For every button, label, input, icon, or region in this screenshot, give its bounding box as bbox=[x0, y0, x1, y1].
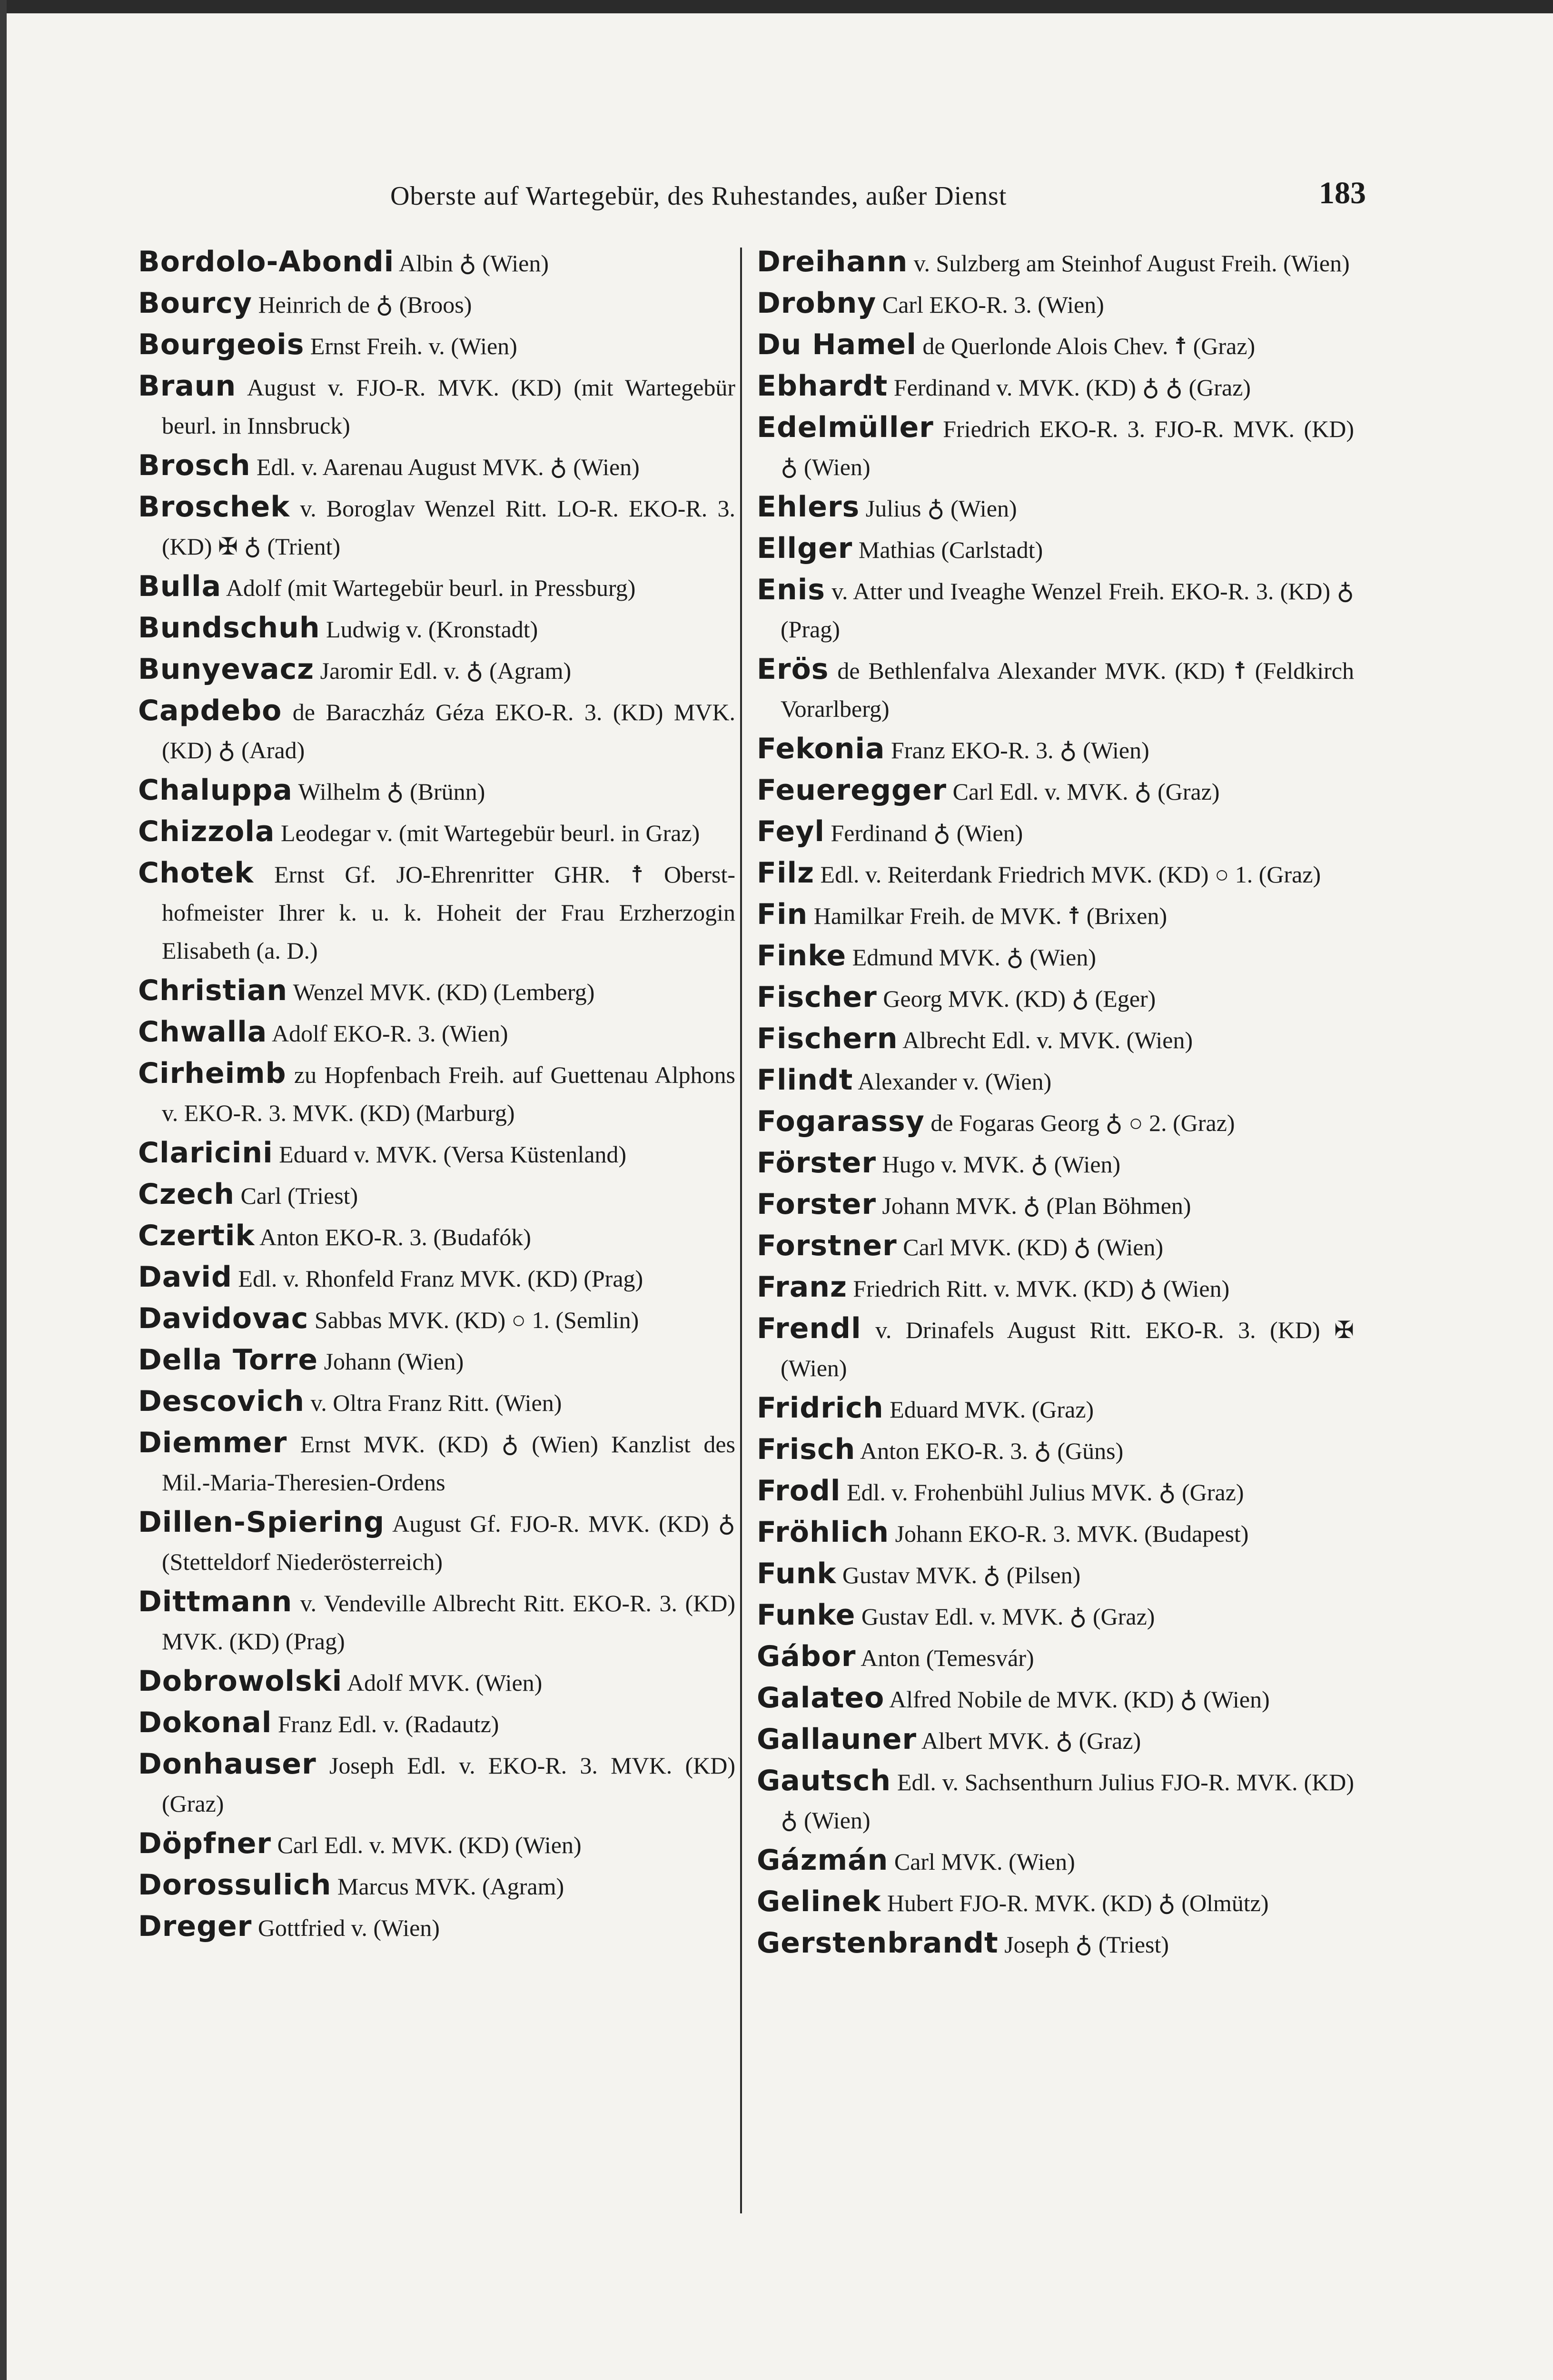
entry-surname: Cirheimb bbox=[138, 1057, 287, 1090]
entry-details: Ferdinand ♁ (Wien) bbox=[824, 820, 1023, 846]
entry-surname: Dorossulich bbox=[138, 1868, 332, 1902]
entry-details: v. Boroglav Wenzel Ritt. LO-R. EKO-R. 3. (KD) ✠ ♁ (Trient) bbox=[162, 495, 735, 560]
entry-surname: Della Torre bbox=[138, 1343, 318, 1377]
register-entry bbox=[757, 1020, 1354, 1059]
entry-surname: Gautsch bbox=[757, 1764, 891, 1797]
entry-surname: Dokonal bbox=[138, 1706, 272, 1739]
entry-surname: Frodl bbox=[757, 1474, 841, 1507]
entry-surname: Ebhardt bbox=[757, 369, 888, 403]
entry-surname: Chwalla bbox=[138, 1015, 267, 1049]
register-entry bbox=[138, 650, 735, 690]
entry-surname: Forstner bbox=[757, 1229, 897, 1262]
entry-surname: Gelinek bbox=[757, 1885, 881, 1918]
entry-surname: Bourcy bbox=[138, 287, 252, 320]
register-entry bbox=[138, 488, 735, 565]
entry-surname: Gábor bbox=[757, 1640, 856, 1673]
entry-surname: Fischern bbox=[757, 1022, 898, 1055]
register-entry bbox=[757, 1268, 1354, 1308]
register-entry bbox=[138, 854, 735, 970]
entry-surname: Galateo bbox=[757, 1681, 885, 1715]
entry-details: Carl (Triest) bbox=[234, 1182, 358, 1209]
entry-details: Edl. v. Reiterdank Friedrich MVK. (KD) ○ 1. (Graz) bbox=[814, 861, 1321, 888]
entry-details: Franz EKO-R. 3. ♁ (Wien) bbox=[885, 737, 1149, 764]
entry-details: v. Oltra Franz Ritt. (Wien) bbox=[304, 1389, 562, 1416]
entry-details: de Bethlenfalva Alexander MVK. (KD) ☨ (Feldkirch Vorarlberg) bbox=[781, 657, 1354, 722]
entry-details: Anton EKO-R. 3. ♁ (Güns) bbox=[855, 1438, 1124, 1464]
entry-surname: Bourgeois bbox=[138, 328, 305, 361]
entry-details: Ernst Freih. v. (Wien) bbox=[304, 333, 517, 359]
entry-details: Edmund MVK. ♁ (Wien) bbox=[846, 944, 1096, 971]
entry-details: Hamilkar Freih. de MVK. ☨ (Brixen) bbox=[808, 902, 1167, 929]
entry-surname: Flindt bbox=[757, 1063, 853, 1097]
entry-details: Anton (Temesvár) bbox=[856, 1645, 1034, 1671]
entry-details: Edl. v. Aarenau August MVK. ♁ (Wien) bbox=[250, 454, 640, 480]
entry-surname: Frisch bbox=[757, 1433, 856, 1466]
register-entry bbox=[757, 937, 1354, 976]
register-entry bbox=[138, 1382, 735, 1422]
entry-details: Gustav MVK. ♁ (Pilsen) bbox=[836, 1562, 1081, 1588]
entry-details: Edl. v. Rhonfeld Franz MVK. (KD) (Prag) bbox=[232, 1265, 643, 1292]
entry-details: Heinrich de ♁ (Broos) bbox=[252, 291, 472, 318]
register-entry bbox=[757, 529, 1354, 569]
entry-details: Gottfried v. (Wien) bbox=[252, 1914, 440, 1941]
register-entry bbox=[138, 326, 735, 365]
register-entry bbox=[138, 367, 735, 445]
entry-surname: Gerstenbrandt bbox=[757, 1926, 999, 1960]
entry-surname: Chaluppa bbox=[138, 774, 293, 807]
register-entry bbox=[138, 446, 735, 486]
entry-surname: Ellger bbox=[757, 532, 853, 565]
entry-surname: Dreger bbox=[138, 1910, 252, 1943]
entry-details: Georg MVK. (KD) ♁ (Eger) bbox=[877, 985, 1156, 1012]
entry-details: Johann (Wien) bbox=[318, 1348, 464, 1375]
register-entry bbox=[757, 730, 1354, 769]
register-entry bbox=[757, 1144, 1354, 1183]
entry-surname: Franz bbox=[757, 1270, 847, 1304]
register-entry bbox=[757, 1102, 1354, 1142]
entry-details: Carl Edl. v. MVK. ♁ (Graz) bbox=[947, 778, 1220, 805]
entry-surname: Ehlers bbox=[757, 490, 860, 524]
register-entry bbox=[138, 1217, 735, 1256]
entry-details: Hubert FJO-R. MVK. (KD) ♁ (Olmütz) bbox=[881, 1890, 1269, 1916]
register-entry bbox=[757, 771, 1354, 811]
entry-details: Adolf (mit Wartegebür beurl. in Pressburg) bbox=[221, 575, 636, 601]
register-entry bbox=[757, 1596, 1354, 1636]
entry-details: Carl MVK. (Wien) bbox=[888, 1848, 1075, 1875]
register-entry bbox=[757, 488, 1354, 527]
register-entry bbox=[757, 1061, 1354, 1101]
entry-details: Friedrich EKO-R. 3. FJO-R. MVK. (KD) ♁ (Wien) bbox=[781, 416, 1354, 480]
entry-surname: Bordolo-Abondi bbox=[138, 245, 395, 278]
register-entry bbox=[757, 813, 1354, 852]
register-entry bbox=[757, 326, 1354, 365]
entry-details: Johann MVK. ♁ (Plan Böhmen) bbox=[876, 1192, 1191, 1219]
entry-surname: Edelmüller bbox=[757, 411, 934, 444]
entry-details: Johann EKO-R. 3. MVK. (Budapest) bbox=[889, 1520, 1249, 1547]
entry-details: Albrecht Edl. v. MVK. (Wien) bbox=[898, 1027, 1193, 1053]
register-entry bbox=[138, 813, 735, 852]
register-entry bbox=[138, 567, 735, 607]
entry-details: v. Vendeville Albrecht Ritt. EKO-R. 3. (KD) MVK. (KD) (Prag) bbox=[162, 1590, 735, 1655]
entry-details: Alexander v. (Wien) bbox=[853, 1068, 1052, 1095]
register-entry bbox=[138, 692, 735, 769]
entry-details: Ernst Gf. JO-Ehrenritter GHR. ☨ Obersthofmeister Ihrer k. u. k. Hoheit der Frau Erzherzogin Elisabeth (a. D.) bbox=[162, 861, 735, 964]
register-entry bbox=[138, 1175, 735, 1215]
running-head: Oberste auf Wartegebür, des Ruhestandes, außer Dienst bbox=[390, 181, 1007, 211]
register-entry bbox=[757, 1924, 1354, 1964]
register-entry bbox=[757, 1762, 1354, 1839]
register-entry bbox=[138, 1054, 735, 1132]
register-entry bbox=[138, 1704, 735, 1743]
entry-surname: Dobrowolski bbox=[138, 1665, 343, 1698]
column-divider bbox=[740, 248, 742, 2213]
entry-details: August v. FJO-R. MVK. (KD) (mit Wartegebür beurl. in Innsbruck) bbox=[162, 374, 735, 439]
entry-surname: Czech bbox=[138, 1178, 235, 1211]
entry-surname: Filz bbox=[757, 856, 815, 890]
entry-details: Adolf MVK. (Wien) bbox=[342, 1669, 543, 1696]
entry-details: Anton EKO-R. 3. (Budafók) bbox=[255, 1224, 531, 1250]
entry-surname: Broschek bbox=[138, 490, 290, 524]
register-entry bbox=[757, 1513, 1354, 1553]
entry-details: Marcus MVK. (Agram) bbox=[331, 1873, 564, 1900]
register-entry bbox=[757, 284, 1354, 324]
entry-surname: Chizzola bbox=[138, 815, 275, 848]
register-entry bbox=[757, 1185, 1354, 1225]
entry-surname: Förster bbox=[757, 1146, 877, 1180]
entry-details: de Fogaras Georg ♁ ○ 2. (Graz) bbox=[924, 1110, 1235, 1136]
entry-details: Julius ♁ (Wien) bbox=[860, 495, 1017, 522]
register-entry bbox=[138, 1013, 735, 1052]
entry-surname: Fridrich bbox=[757, 1391, 884, 1425]
register-entry bbox=[757, 895, 1354, 935]
register-entry bbox=[757, 1430, 1354, 1470]
entry-details: Wenzel MVK. (KD) (Lemberg) bbox=[287, 979, 595, 1005]
entry-surname: Braun bbox=[138, 369, 237, 403]
register-entry bbox=[757, 367, 1354, 407]
entry-surname: Gázmán bbox=[757, 1844, 889, 1877]
entry-surname: Fekonia bbox=[757, 732, 885, 765]
entry-details: v. Drinafels August Ritt. EKO-R. 3. (KD) ✠ (Wien) bbox=[781, 1317, 1354, 1381]
entry-surname: Drobny bbox=[757, 287, 877, 320]
entry-surname: Claricini bbox=[138, 1136, 273, 1170]
register-entry bbox=[757, 1555, 1354, 1594]
left-column bbox=[138, 243, 735, 1949]
register-entry bbox=[138, 1258, 735, 1298]
entry-details: Hugo v. MVK. ♁ (Wien) bbox=[876, 1151, 1121, 1178]
entry-details: Gustav Edl. v. MVK. ♁ (Graz) bbox=[855, 1603, 1155, 1630]
register-entry bbox=[138, 1907, 735, 1947]
register-entry bbox=[138, 1866, 735, 1905]
entry-surname: Gallauner bbox=[757, 1723, 917, 1756]
entry-surname: Forster bbox=[757, 1188, 877, 1221]
entry-details: Ferdinand v. MVK. (KD) ♁ ♁ (Graz) bbox=[888, 374, 1251, 401]
entry-details: Edl. v. Sachsenthurn Julius FJO-R. MVK. (KD) ♁ (Wien) bbox=[781, 1769, 1354, 1834]
entry-surname: Donhauser bbox=[138, 1747, 317, 1781]
entry-details: Leodegar v. (mit Wartegebür beurl. in Graz) bbox=[275, 820, 700, 846]
register-entry bbox=[757, 1637, 1354, 1677]
register-entry bbox=[757, 1389, 1354, 1428]
register-entry bbox=[757, 854, 1354, 893]
entry-surname: Brosch bbox=[138, 449, 251, 482]
entry-surname: Du Hamel bbox=[757, 328, 917, 361]
register-entry bbox=[757, 1472, 1354, 1511]
right-column bbox=[757, 243, 1354, 1965]
entry-surname: Fröhlich bbox=[757, 1516, 890, 1549]
register-entry bbox=[138, 1134, 735, 1173]
entry-surname: Bundschuh bbox=[138, 611, 320, 645]
entry-details: v. Atter und Iveaghe Wenzel Freih. EKO-R. 3. (KD) ♁ (Prag) bbox=[781, 578, 1354, 643]
entry-details: Eduard v. MVK. (Versa Küstenland) bbox=[273, 1141, 627, 1168]
entry-surname: Feueregger bbox=[757, 774, 947, 807]
entry-surname: Fogarassy bbox=[757, 1105, 925, 1138]
page-header bbox=[390, 176, 1366, 228]
entry-surname: Funk bbox=[757, 1557, 837, 1590]
entry-details: Wilhelm ♁ (Brünn) bbox=[292, 778, 485, 805]
entry-surname: Descovich bbox=[138, 1385, 305, 1418]
register-entry bbox=[757, 1720, 1354, 1760]
register-entry bbox=[138, 1662, 735, 1702]
entry-surname: Erös bbox=[757, 653, 829, 686]
entry-surname: Finke bbox=[757, 939, 847, 972]
entry-surname: David bbox=[138, 1260, 232, 1294]
register-entry bbox=[757, 1679, 1354, 1718]
register-entry bbox=[138, 243, 735, 282]
register-entry bbox=[138, 284, 735, 324]
register-entry bbox=[757, 1883, 1354, 1922]
entry-details: de Querlonde Alois Chev. ☨ (Graz) bbox=[916, 333, 1256, 359]
entry-surname: Capdebo bbox=[138, 694, 282, 727]
entry-details: Edl. v. Frohenbühl Julius MVK. ♁ (Graz) bbox=[841, 1479, 1244, 1506]
entry-surname: Fin bbox=[757, 898, 808, 931]
entry-details: Carl Edl. v. MVK. (KD) (Wien) bbox=[271, 1832, 582, 1858]
entry-surname: Funke bbox=[757, 1598, 856, 1632]
register-entry bbox=[757, 243, 1354, 282]
entry-surname: Christian bbox=[138, 974, 288, 1007]
entry-surname: Dittmann bbox=[138, 1585, 293, 1618]
register-entry bbox=[138, 1341, 735, 1380]
page-number: 183 bbox=[1319, 176, 1366, 210]
entry-details: Albert MVK. ♁ (Graz) bbox=[917, 1727, 1141, 1754]
entry-details: Joseph ♁ (Triest) bbox=[998, 1931, 1169, 1958]
scan-edge-top bbox=[0, 0, 1553, 13]
entry-details: Ludwig v. (Kronstadt) bbox=[320, 616, 538, 643]
entry-surname: Chotek bbox=[138, 856, 254, 890]
entry-details: Alfred Nobile de MVK. (KD) ♁ (Wien) bbox=[884, 1686, 1270, 1713]
entry-details: Albin ♁ (Wien) bbox=[394, 250, 549, 277]
entry-surname: Czertik bbox=[138, 1219, 255, 1252]
register-entry bbox=[138, 1825, 735, 1864]
entry-details: v. Sulzberg am Steinhof August Freih. (Wien) bbox=[908, 250, 1350, 277]
register-entry bbox=[138, 972, 735, 1011]
entry-details: Franz Edl. v. (Radautz) bbox=[272, 1711, 499, 1737]
register-entry bbox=[138, 609, 735, 648]
register-entry bbox=[757, 1841, 1354, 1881]
register-entry bbox=[757, 978, 1354, 1018]
entry-details: Carl EKO-R. 3. (Wien) bbox=[876, 291, 1104, 318]
register-entry bbox=[138, 1424, 735, 1501]
entry-surname: Dreihann bbox=[757, 245, 908, 278]
entry-details: August Gf. FJO-R. MVK. (KD) ♁ (Stetteldorf Niederösterreich) bbox=[162, 1510, 735, 1575]
register-entry bbox=[138, 1299, 735, 1339]
register-entry bbox=[138, 771, 735, 811]
register-entry bbox=[757, 408, 1354, 486]
entry-details: Sabbas MVK. (KD) ○ 1. (Semlin) bbox=[308, 1307, 639, 1333]
entry-surname: Frendl bbox=[757, 1312, 861, 1345]
register-entry bbox=[757, 1227, 1354, 1266]
scan-edge-left bbox=[0, 0, 7, 2380]
register-entry bbox=[757, 650, 1354, 728]
register-entry bbox=[757, 571, 1354, 648]
register-entry bbox=[757, 1309, 1354, 1387]
entry-details: Joseph Edl. v. EKO-R. 3. MVK. (KD) (Graz) bbox=[162, 1752, 735, 1817]
entry-details: Ernst MVK. (KD) ♁ (Wien) Kanzlist des Mil.-Maria-Theresien-Ordens bbox=[162, 1431, 735, 1496]
entry-surname: Diemmer bbox=[138, 1426, 287, 1459]
register-entry bbox=[138, 1503, 735, 1581]
entry-surname: Bulla bbox=[138, 570, 222, 603]
entry-surname: Feyl bbox=[757, 815, 825, 848]
entry-surname: Enis bbox=[757, 573, 825, 606]
entry-details: Carl MVK. (KD) ♁ (Wien) bbox=[897, 1234, 1164, 1260]
entry-details: Friedrich Ritt. v. MVK. (KD) ♁ (Wien) bbox=[847, 1275, 1230, 1302]
entry-details: Mathias (Carlstadt) bbox=[852, 536, 1043, 563]
entry-surname: Bunyevacz bbox=[138, 653, 315, 686]
entry-surname: Döpfner bbox=[138, 1827, 272, 1860]
entry-details: Jaromir Edl. v. ♁ (Agram) bbox=[314, 657, 572, 684]
entry-details: de Baraczház Géza EKO-R. 3. (KD) MVK. (KD) ♁ (Arad) bbox=[162, 699, 735, 764]
register-entry bbox=[138, 1745, 735, 1823]
entry-details: zu Hopfenbach Freih. auf Guettenau Alphons v. EKO-R. 3. MVK. (KD) (Marburg) bbox=[162, 1061, 735, 1126]
entry-surname: Dillen-Spiering bbox=[138, 1506, 385, 1539]
register-entry bbox=[138, 1583, 735, 1660]
entry-surname: Fischer bbox=[757, 981, 877, 1014]
entry-details: Adolf EKO-R. 3. (Wien) bbox=[267, 1020, 508, 1047]
entry-details: Eduard MVK. (Graz) bbox=[883, 1396, 1094, 1423]
entry-surname: Davidovac bbox=[138, 1302, 309, 1335]
